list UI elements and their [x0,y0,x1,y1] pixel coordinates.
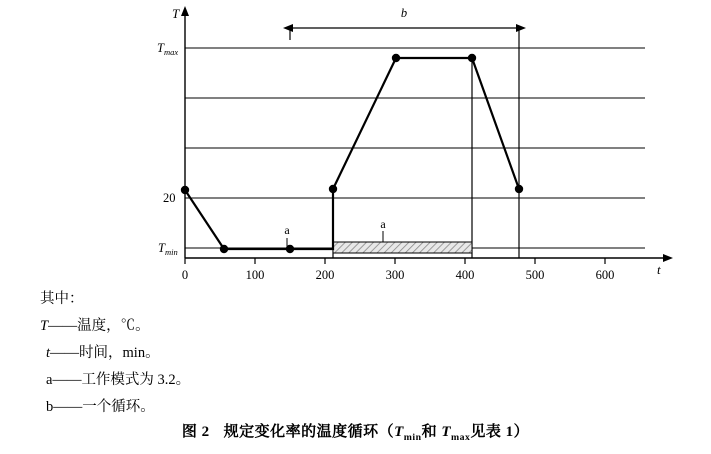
legend-symbol: T [40,318,49,334]
gridlines [185,48,645,248]
legend-symbol: a [46,372,53,388]
svg-text:200: 200 [315,268,335,282]
legend-item-t [40,340,460,367]
legend-text: 温度，℃。 [77,318,150,334]
svg-text:500: 500 [525,268,545,282]
y-axis-label: T [172,6,180,21]
legend-symbol: t [46,345,51,361]
x-ticks [185,258,605,264]
caption-sub-min: min [403,432,422,443]
legend-item-T [40,313,460,340]
legend-dash: —— [52,372,82,388]
legend-dash: —— [53,399,83,415]
caption-title: 规定变化率的温度循环（ [223,424,395,440]
legend-text: 时间，min。 [79,345,160,361]
data-point [329,185,337,193]
caption-symbol-tmin: T [394,424,404,440]
caption-tail: 见表 1） [470,424,530,440]
x-axis-label: t [657,262,661,277]
legend-item-b [40,394,460,421]
svg-text:600: 600 [595,268,615,282]
legend-dash: —— [48,318,78,334]
legend-text: 一个循环。 [82,399,155,415]
caption-sub-max: max [451,432,471,443]
caption-symbol-tmax: T [441,424,451,440]
legend-text: 工作模式为 3.2。 [81,372,191,388]
x-tick-labels [182,268,615,282]
y-tick-labels [157,41,178,257]
data-point [181,186,189,194]
svg-text:300: 300 [385,268,405,282]
temperature-curve [185,58,519,249]
annotation-b-label: b [400,6,408,20]
annotation-a-tick-label: a [284,223,290,237]
y-tick-tmax: $T_{max}$ [157,41,179,57]
data-point [468,54,476,62]
legend-dash: —— [50,345,80,361]
x-axis [185,254,673,262]
caption-mid: 和 [421,424,442,440]
y-tick-20: 20 [163,191,176,205]
svg-text:400: 400 [455,268,475,282]
data-point [220,245,228,253]
svg-text:0: 0 [181,268,189,282]
figure-caption [0,420,711,443]
figure-number: 图 2 [181,424,210,440]
data-point [515,185,523,193]
legend-symbol: b [46,399,54,415]
y-axis [181,6,189,258]
annotation-b-span [283,24,526,32]
annotation-a-band [333,242,472,253]
cycle-delimiters [290,28,519,258]
data-point [392,54,400,62]
svg-text:100: 100 [245,268,265,282]
legend-block [40,286,460,421]
legend-heading: 其中： [40,291,84,307]
annotation-a-band-label: a [380,217,386,231]
data-point [286,245,294,253]
y-tick-tmin: $T_{min}$ [158,241,178,257]
legend-item-a [40,367,460,394]
